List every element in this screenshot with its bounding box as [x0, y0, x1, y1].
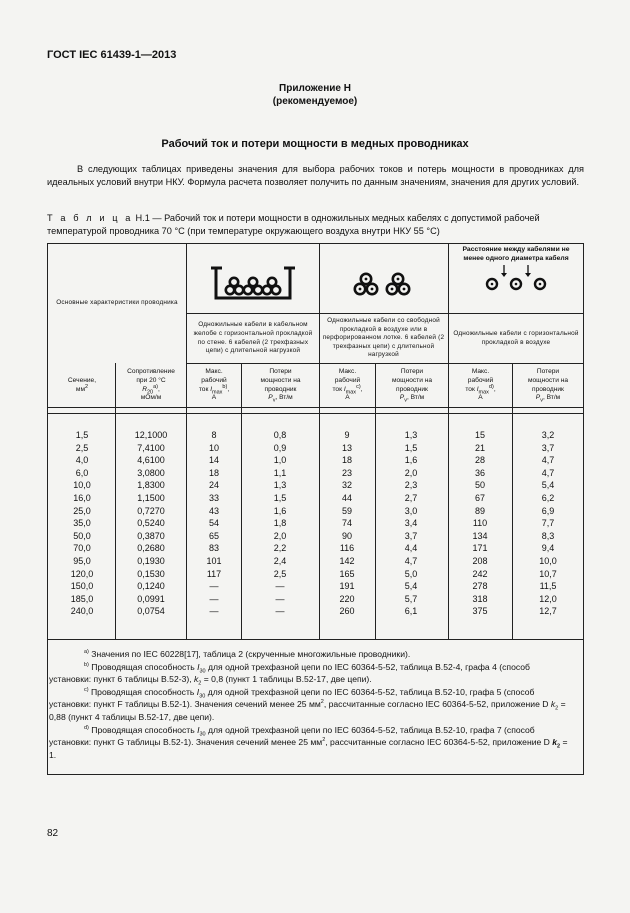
cell-ploss1: 2,2 — [273, 543, 287, 554]
cell-imax3: 21 — [474, 442, 485, 453]
cell-imax2: 191 — [339, 581, 355, 592]
cell-imax2: 74 — [341, 518, 352, 529]
intro-text: В следующих таблицах приведены значения для выбора рабочих токов и потерь мощности в проводниках для идеальных условий внутри НКУ. Формула расчета позволяет получить по данным значениям, значения для других условий. — [47, 164, 584, 188]
cell-section: 120,0 — [70, 568, 94, 579]
cell-imax3: 15 — [474, 430, 485, 440]
cell-section: 185,0 — [70, 593, 94, 604]
cell-imax2: 13 — [341, 442, 352, 453]
cell-resistance: 7,4100 — [137, 442, 165, 453]
cell-imax1: 101 — [206, 556, 222, 566]
cell-ploss2: 5,7 — [404, 593, 418, 604]
cell-imax1: 33 — [208, 493, 219, 503]
cell-resistance: 4,6100 — [137, 455, 165, 466]
trefoil-cables-icon — [344, 259, 424, 299]
cell-ploss1: 1,0 — [273, 455, 287, 466]
cell-ploss3: 6,9 — [541, 505, 555, 516]
cell-resistance: 3,0800 — [137, 467, 165, 478]
cell-section: 240,0 — [70, 606, 94, 617]
cell-imax3: 242 — [472, 568, 488, 579]
cell-ploss3: 6,2 — [541, 493, 555, 503]
cell-imax1: 18 — [208, 467, 219, 478]
cell-ploss2: 4,7 — [404, 556, 418, 566]
table-row — [48, 480, 583, 493]
cell-imax1: 43 — [208, 505, 219, 516]
section-title: Рабочий ток и потери мощности в медных проводниках — [161, 138, 469, 150]
cell-imax3: 208 — [472, 556, 488, 566]
cell-imax3: 50 — [474, 480, 485, 491]
cell-ploss2: 5,0 — [404, 568, 418, 579]
intro-paragraph — [47, 163, 584, 190]
cell-imax1: 54 — [208, 518, 219, 529]
cell-resistance: 0,0754 — [137, 606, 165, 617]
annex-label: Приложение Н — [279, 83, 351, 94]
cell-imax2: 260 — [339, 606, 355, 617]
cable-tray-wall-figure — [187, 244, 319, 313]
cell-ploss3: 10,7 — [539, 568, 557, 579]
table-row — [48, 606, 583, 619]
document-header: ГОСТ IEC 61439-1—2013 — [47, 49, 177, 61]
spaced-cables-icon — [476, 263, 556, 293]
table-row — [48, 506, 583, 519]
table-row — [48, 455, 583, 468]
cell-ploss2: 2,7 — [404, 493, 418, 503]
cell-imax3: 67 — [474, 493, 485, 503]
caption-text: Н.1 — Рабочий ток и потери мощности в одножильных медных кабелях с допустимой рабочей температурой проводника 70 °С (при температуре окружающего воздуха внутри НКУ 55 °С) — [47, 213, 540, 237]
cell-imax3: 36 — [474, 467, 485, 478]
cell-ploss1: 2,0 — [273, 530, 287, 541]
table-row — [48, 581, 583, 594]
cell-imax1: 10 — [208, 442, 219, 453]
cell-imax1: — — [209, 581, 219, 592]
cell-section: 50,0 — [73, 530, 91, 541]
cell-ploss3: 4,7 — [541, 455, 555, 466]
open-air-cables-figure — [320, 244, 448, 313]
cell-ploss1: 0,8 — [273, 430, 287, 440]
cell-ploss1: — — [275, 593, 285, 604]
cell-imax3: 110 — [472, 518, 488, 529]
cell-resistance: 0,1530 — [137, 568, 165, 579]
col-ploss-1: Потери мощности на проводник $P_v$, Вт/м — [260, 368, 301, 404]
cell-section: 6,0 — [75, 467, 89, 478]
cell-resistance: 1,8300 — [137, 480, 165, 491]
cell-imax2: 18 — [341, 455, 352, 466]
cell-imax3: 28 — [474, 455, 485, 466]
cell-resistance: 0,3870 — [137, 530, 165, 541]
cell-ploss1: 1,8 — [273, 518, 287, 529]
table-row — [48, 430, 583, 443]
cell-resistance: 0,7270 — [137, 505, 165, 516]
cell-ploss3: 8,3 — [541, 530, 555, 541]
cell-section: 150,0 — [70, 581, 94, 592]
cell-ploss1: — — [275, 606, 285, 617]
cell-ploss1: 1,6 — [273, 505, 287, 516]
cell-imax2: 165 — [339, 568, 355, 579]
caption-label: Т а б л и ц а — [47, 213, 133, 223]
cell-ploss2: 5,4 — [404, 581, 418, 592]
divider — [48, 413, 583, 414]
table-row — [48, 468, 583, 481]
note-b: $^{b)}$ Проводящая способность $I_{30}$ для одной трехфазной цепи по IEC 60364-5-52, таблица B.52-4, графа 4 (способ установки: пункт 6 таблицы B.52-3), $k_2 = 0,8$ (пункт 1 таблицы B.52-17, две цепи). — [49, 661, 530, 687]
cell-ploss3: 12,7 — [539, 606, 557, 617]
cell-imax3: 134 — [472, 530, 488, 541]
cell-imax2: 9 — [344, 430, 350, 440]
cell-ploss2: 1,5 — [404, 442, 418, 453]
cell-imax2: 44 — [341, 493, 352, 503]
cell-imax2: 142 — [339, 556, 355, 566]
spacing-note: Расстояние между кабелями не менее одного диаметра кабеля — [462, 246, 570, 262]
cell-ploss1: — — [275, 581, 285, 592]
cell-imax1: 24 — [208, 480, 219, 491]
cell-imax3: 171 — [472, 543, 488, 554]
cell-section: 10,0 — [73, 480, 91, 491]
cell-imax1: 14 — [208, 455, 219, 466]
cell-section: 70,0 — [73, 543, 91, 554]
cell-imax2: 90 — [341, 530, 352, 541]
cell-ploss1: 2,4 — [273, 556, 287, 566]
cell-resistance: 1,1500 — [137, 493, 165, 503]
col-ploss-3: Потери мощности на проводник $P_v$, Вт/м — [527, 368, 569, 404]
cell-imax2: 59 — [341, 505, 352, 516]
cell-ploss1: 1,1 — [273, 467, 287, 478]
divider — [48, 407, 583, 408]
cell-imax1: — — [209, 593, 219, 604]
cell-ploss3: 5,4 — [541, 480, 555, 491]
cell-section: 16,0 — [73, 493, 91, 503]
cell-ploss1: 0,9 — [273, 442, 287, 453]
cell-section: 4,0 — [75, 455, 89, 466]
page-number: 82 — [47, 828, 59, 839]
table-row — [48, 594, 583, 607]
col-imax-2: Макс. рабочий ток $I_{max}^{c)}$, А — [332, 368, 363, 402]
installation-method-3: Одножильные кабели с горизонтальной прокладкой в воздухе — [453, 329, 579, 346]
cell-imax2: 32 — [341, 480, 352, 491]
cell-ploss2: 3,7 — [404, 530, 418, 541]
table-row — [48, 493, 583, 506]
col-resistance: Сопротивление при 20 °С $R_{20}^{a)}$, мОм/м — [127, 368, 175, 402]
table-row — [48, 531, 583, 544]
cell-imax3: 278 — [472, 581, 488, 592]
cell-ploss3: 3,7 — [541, 442, 555, 453]
cell-imax1: — — [209, 606, 219, 617]
cell-resistance: 0,1930 — [137, 556, 165, 566]
cell-ploss3: 7,7 — [541, 518, 555, 529]
cell-imax3: 318 — [472, 593, 488, 604]
cable-tray-icon — [208, 254, 298, 304]
cell-imax1: 65 — [208, 530, 219, 541]
cell-ploss3: 10,0 — [539, 556, 557, 566]
note-d: $^{d)}$ Проводящая способность $I_{30}$ для одной трехфазной цепи по IEC 60364-5-52, таблица B.52-10, графа 7 (способ установки: пункт G таблицы B.52-1). Значения сечений менее 25 $мм^2$, рассчитанные согласно IEC 60364-5-52, приложение D $k_2 = 1$. — [49, 724, 568, 760]
cell-imax2: 116 — [339, 543, 355, 554]
cell-resistance: 12,1000 — [134, 430, 168, 440]
cell-ploss3: 11,5 — [539, 581, 557, 592]
cell-imax3: 375 — [472, 606, 488, 617]
installation-method-2: Одножильные кабели со свободной прокладкой в воздухе или в перфорированном лотке. 6 кабелей (2 трехфазных цепи) с длительной нагрузкой — [322, 317, 445, 359]
table-caption — [47, 212, 584, 239]
cell-ploss3: 4,7 — [541, 467, 555, 478]
main-characteristics-header: Основные характеристики проводника — [56, 299, 178, 307]
note-c: $^{c)}$ Проводящая способность $I_{30}$ для одной трехфазной цепи по IEC 60364-5-52, таблица B.52-10, графа 5 (способ установки: пункт F таблицы B.52-1). Значения сечений менее 25 $мм^2$, рассчитанные согласно IEC 60364-5-52, приложение D $k_2 = 0,88$ (пункт 4 таблицы B.52-17, две цепи). — [49, 686, 566, 722]
note-a: $^{a)}$ Значения по IEC 60228[17], таблица 2 (скрученные многожильные проводники). — [84, 649, 411, 659]
col-imax-1: Макс. рабочий ток $I_{max}^{b)}$, А — [198, 368, 230, 402]
cell-imax3: 89 — [474, 505, 485, 516]
annex-status: (рекомендуемое) — [272, 96, 358, 107]
cell-ploss2: 2,0 — [404, 467, 418, 478]
data-table — [47, 243, 584, 775]
cell-ploss2: 4,4 — [404, 543, 418, 554]
cell-section: 35,0 — [73, 518, 91, 529]
divider — [186, 313, 583, 314]
cell-ploss2: 6,1 — [404, 606, 418, 617]
table-notes — [49, 648, 569, 761]
spaced-cables-figure — [449, 244, 583, 313]
cell-resistance: 0,1240 — [137, 581, 165, 592]
cell-ploss1: 1,5 — [273, 493, 287, 503]
cell-ploss2: 1,3 — [404, 430, 418, 440]
table-row — [48, 556, 583, 569]
cell-ploss2: 3,4 — [404, 518, 418, 529]
installation-method-1: Одножильные кабели в кабельном желобе с горизонтальной прокладкой по стене. 6 кабелей (2 трехфазных цепи) с длительной нагрузкой — [193, 321, 313, 355]
col-ploss-2: Потери мощности на проводник $P_v$, Вт/м — [391, 368, 433, 404]
cell-resistance: 0,5240 — [137, 518, 165, 529]
cell-ploss2: 2,3 — [404, 480, 418, 491]
cell-section: 95,0 — [73, 556, 91, 566]
cell-ploss2: 1,6 — [404, 455, 418, 466]
cell-resistance: 0,0991 — [137, 593, 165, 604]
table-row — [48, 543, 583, 556]
divider — [48, 639, 583, 640]
table-row — [48, 569, 583, 582]
table-row — [48, 443, 583, 456]
cell-imax1: 83 — [208, 543, 219, 554]
cell-imax1: 117 — [206, 568, 222, 579]
cell-ploss1: 2,5 — [273, 568, 287, 579]
cell-ploss3: 3,2 — [541, 430, 555, 440]
annex-title — [0, 82, 630, 108]
cell-ploss3: 12,0 — [539, 593, 557, 604]
cell-section: 2,5 — [75, 442, 89, 453]
cell-section: 25,0 — [73, 505, 91, 516]
cell-ploss3: 9,4 — [541, 543, 555, 554]
cell-imax2: 23 — [341, 467, 352, 478]
cell-imax1: 8 — [211, 430, 217, 440]
cell-resistance: 0,2680 — [137, 543, 165, 554]
cell-ploss2: 3,0 — [404, 505, 418, 516]
cell-section: 1,5 — [75, 430, 89, 440]
cell-ploss1: 1,3 — [273, 480, 287, 491]
col-section: Сечение, $мм^2$ — [67, 376, 97, 393]
cell-imax2: 220 — [339, 593, 355, 604]
col-imax-3: Макс. рабочий ток $I_{max}^{d)}$, А — [465, 368, 496, 402]
table-row — [48, 518, 583, 531]
